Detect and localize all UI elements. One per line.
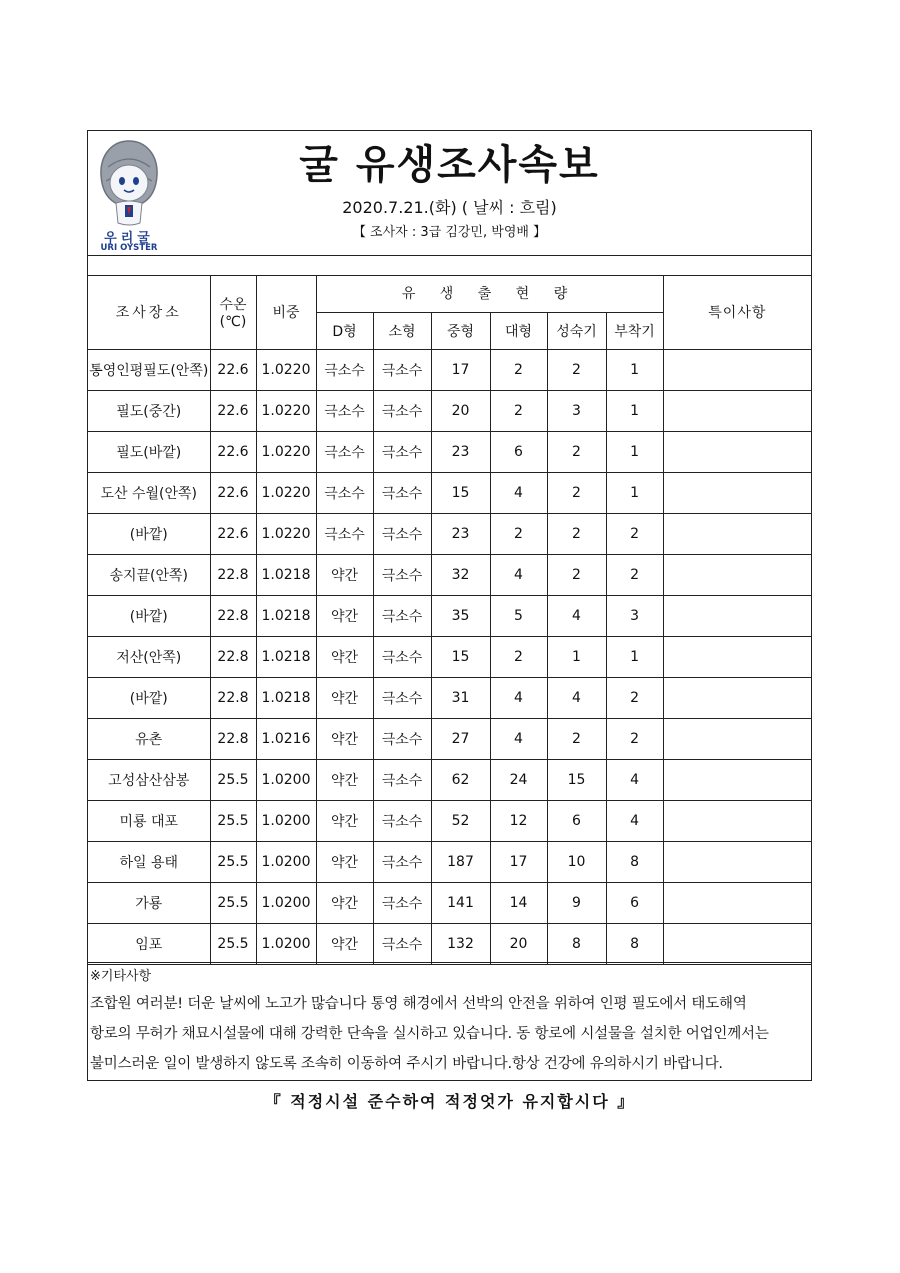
header-water-temp	[210, 275, 256, 349]
location-cell: 미룡 대포	[88, 800, 210, 841]
d-type-cell: 약간	[316, 554, 373, 595]
remarks-cell	[663, 554, 811, 595]
mature-cell: 2	[547, 554, 606, 595]
header-d-type: D형	[316, 312, 373, 349]
mature-cell: 4	[547, 677, 606, 718]
salinity-cell: 1.0218	[256, 554, 316, 595]
header-salinity: 비중	[256, 275, 316, 349]
salinity-cell: 1.0220	[256, 349, 316, 390]
location-cell: 임포	[88, 923, 210, 964]
location-cell: 저산(안쪽)	[88, 636, 210, 677]
medium-cell: 23	[431, 513, 490, 554]
remarks-cell	[663, 390, 811, 431]
table-row	[88, 431, 811, 472]
small-cell: 극소수	[373, 349, 431, 390]
table-row	[88, 595, 811, 636]
d-type-cell: 극소수	[316, 349, 373, 390]
water-temp-cell: 22.6	[210, 513, 256, 554]
large-cell: 5	[490, 595, 547, 636]
other-notes	[88, 962, 811, 1081]
water-temp-cell: 22.8	[210, 636, 256, 677]
water-temp-cell: 22.8	[210, 595, 256, 636]
table-row	[88, 349, 811, 390]
small-cell: 극소수	[373, 431, 431, 472]
attach-cell: 1	[606, 636, 663, 677]
salinity-cell: 1.0220	[256, 390, 316, 431]
large-cell: 4	[490, 677, 547, 718]
d-type-cell: 약간	[316, 800, 373, 841]
table-row	[88, 759, 811, 800]
location-cell: 가룡	[88, 882, 210, 923]
remarks-cell	[663, 349, 811, 390]
attach-cell: 2	[606, 513, 663, 554]
footer-slogan: 『 적정시설 준수하여 적정엇가 유지합시다 』	[264, 1092, 636, 1111]
d-type-cell: 약간	[316, 677, 373, 718]
medium-cell: 20	[431, 390, 490, 431]
remarks-cell	[663, 472, 811, 513]
medium-cell: 187	[431, 841, 490, 882]
medium-cell: 132	[431, 923, 490, 964]
table-row	[88, 472, 811, 513]
salinity-cell: 1.0216	[256, 718, 316, 759]
header-larvae-group: 유 생 출 현 량	[316, 275, 663, 312]
mature-cell: 8	[547, 923, 606, 964]
surveyor-line: 【 조사자 : 3급 김강민, 박영배 】	[352, 225, 547, 240]
salinity-cell: 1.0220	[256, 513, 316, 554]
bulletin-header	[88, 131, 811, 256]
remarks-cell	[663, 718, 811, 759]
header-small: 소형	[373, 312, 431, 349]
notes-heading: ※기타사항	[90, 969, 152, 984]
location-cell: 송지끝(안쪽)	[88, 554, 210, 595]
large-cell: 6	[490, 431, 547, 472]
medium-cell: 32	[431, 554, 490, 595]
location-cell: (바깥)	[88, 513, 210, 554]
small-cell: 극소수	[373, 923, 431, 964]
d-type-cell: 극소수	[316, 431, 373, 472]
salinity-cell: 1.0200	[256, 882, 316, 923]
attach-cell: 2	[606, 718, 663, 759]
salinity-cell: 1.0200	[256, 841, 316, 882]
mature-cell: 15	[547, 759, 606, 800]
attach-cell: 1	[606, 349, 663, 390]
water-temp-cell: 25.5	[210, 882, 256, 923]
water-temp-cell: 25.5	[210, 759, 256, 800]
location-cell: 필도(바깥)	[88, 431, 210, 472]
header-location: 조사장소	[88, 275, 210, 349]
medium-cell: 15	[431, 472, 490, 513]
logo-korean-name: 우리굴	[104, 231, 154, 246]
mature-cell: 2	[547, 718, 606, 759]
d-type-cell: 약간	[316, 882, 373, 923]
attach-cell: 6	[606, 882, 663, 923]
location-cell: 고성삼산삼봉	[88, 759, 210, 800]
mature-cell: 2	[547, 472, 606, 513]
small-cell: 극소수	[373, 513, 431, 554]
water-temp-cell: 22.8	[210, 554, 256, 595]
d-type-cell: 약간	[316, 759, 373, 800]
mature-cell: 1	[547, 636, 606, 677]
water-temp-cell: 22.6	[210, 431, 256, 472]
d-type-cell: 극소수	[316, 472, 373, 513]
salinity-cell: 1.0218	[256, 595, 316, 636]
water-temp-cell: 25.5	[210, 841, 256, 882]
mature-cell: 6	[547, 800, 606, 841]
small-cell: 극소수	[373, 554, 431, 595]
d-type-cell: 약간	[316, 923, 373, 964]
small-cell: 극소수	[373, 636, 431, 677]
table-row	[88, 800, 811, 841]
notes-line: 불미스러운 일이 발생하지 않도록 조속히 이동하여 주시기 바랍니다.항상 건강에 유의하시기 바랍니다.	[90, 1056, 723, 1072]
medium-cell: 35	[431, 595, 490, 636]
salinity-cell: 1.0218	[256, 677, 316, 718]
mature-cell: 3	[547, 390, 606, 431]
notes-body	[90, 989, 810, 1079]
remarks-cell	[663, 882, 811, 923]
attach-cell: 1	[606, 472, 663, 513]
medium-cell: 17	[431, 349, 490, 390]
small-cell: 극소수	[373, 882, 431, 923]
header-medium: 중형	[431, 312, 490, 349]
remarks-cell	[663, 513, 811, 554]
table-row	[88, 554, 811, 595]
large-cell: 2	[490, 390, 547, 431]
location-cell: 하일 용태	[88, 841, 210, 882]
large-cell: 4	[490, 472, 547, 513]
d-type-cell: 약간	[316, 636, 373, 677]
mature-cell: 2	[547, 513, 606, 554]
water-temp-cell: 22.6	[210, 349, 256, 390]
location-cell: 통영인평필도(안쪽)	[88, 349, 210, 390]
attach-cell: 2	[606, 554, 663, 595]
water-temp-cell: 25.5	[210, 923, 256, 964]
location-cell: 유촌	[88, 718, 210, 759]
header-temp-unit: (℃)	[219, 313, 247, 330]
header-spacer	[88, 255, 811, 276]
table-row	[88, 882, 811, 923]
mature-cell: 4	[547, 595, 606, 636]
salinity-cell: 1.0200	[256, 759, 316, 800]
salinity-cell: 1.0200	[256, 800, 316, 841]
remarks-cell	[663, 431, 811, 472]
remarks-cell	[663, 759, 811, 800]
mature-cell: 10	[547, 841, 606, 882]
small-cell: 극소수	[373, 759, 431, 800]
medium-cell: 52	[431, 800, 490, 841]
medium-cell: 141	[431, 882, 490, 923]
d-type-cell: 약간	[316, 718, 373, 759]
attach-cell: 8	[606, 923, 663, 964]
remarks-cell	[663, 636, 811, 677]
attach-cell: 4	[606, 759, 663, 800]
remarks-cell	[663, 923, 811, 964]
attach-cell: 1	[606, 431, 663, 472]
mature-cell: 2	[547, 349, 606, 390]
d-type-cell: 약간	[316, 841, 373, 882]
small-cell: 극소수	[373, 677, 431, 718]
remarks-cell	[663, 800, 811, 841]
attach-cell: 4	[606, 800, 663, 841]
table-row	[88, 636, 811, 677]
small-cell: 극소수	[373, 800, 431, 841]
survey-date: 2020.7.21.(화) ( 날씨 : 흐림)	[342, 198, 557, 217]
water-temp-cell: 22.8	[210, 718, 256, 759]
location-cell: 필도(중간)	[88, 390, 210, 431]
bulletin-frame	[87, 130, 812, 1081]
medium-cell: 31	[431, 677, 490, 718]
header-large: 대형	[490, 312, 547, 349]
water-temp-cell: 22.6	[210, 390, 256, 431]
notes-line: 조합원 여러분! 더운 날씨에 노고가 많습니다 통영 해경에서 선박의 안전을 위하여 인평 필도에서 태도해역	[90, 996, 747, 1012]
small-cell: 극소수	[373, 472, 431, 513]
salinity-cell: 1.0220	[256, 472, 316, 513]
large-cell: 12	[490, 800, 547, 841]
table-row	[88, 390, 811, 431]
small-cell: 극소수	[373, 718, 431, 759]
large-cell: 2	[490, 513, 547, 554]
d-type-cell: 극소수	[316, 513, 373, 554]
table-row	[88, 718, 811, 759]
attach-cell: 8	[606, 841, 663, 882]
location-cell: 도산 수월(안쪽)	[88, 472, 210, 513]
notes-line: 항로의 무허가 채묘시설물에 대해 강력한 단속을 실시하고 있습니다. 동 항로에 시설물을 설치한 어업인께서는	[90, 1026, 769, 1042]
d-type-cell: 극소수	[316, 390, 373, 431]
header-attach: 부착기	[606, 312, 663, 349]
medium-cell: 23	[431, 431, 490, 472]
water-temp-cell: 25.5	[210, 800, 256, 841]
mature-cell: 9	[547, 882, 606, 923]
table-row	[88, 841, 811, 882]
remarks-cell	[663, 595, 811, 636]
attach-cell: 2	[606, 677, 663, 718]
remarks-cell	[663, 841, 811, 882]
d-type-cell: 약간	[316, 595, 373, 636]
large-cell: 20	[490, 923, 547, 964]
water-temp-cell: 22.6	[210, 472, 256, 513]
large-cell: 17	[490, 841, 547, 882]
header-temp-label: 수온	[219, 296, 247, 313]
header-mature: 성숙기	[547, 312, 606, 349]
salinity-cell: 1.0200	[256, 923, 316, 964]
table-row	[88, 923, 811, 964]
attach-cell: 3	[606, 595, 663, 636]
table-row	[88, 677, 811, 718]
large-cell: 14	[490, 882, 547, 923]
salinity-cell: 1.0218	[256, 636, 316, 677]
large-cell: 4	[490, 554, 547, 595]
location-cell: (바깥)	[88, 677, 210, 718]
large-cell: 2	[490, 349, 547, 390]
salinity-cell: 1.0220	[256, 431, 316, 472]
medium-cell: 62	[431, 759, 490, 800]
small-cell: 극소수	[373, 390, 431, 431]
header-remarks: 특이사항	[663, 275, 811, 349]
bulletin-title: 굴 유생조사속보	[299, 142, 600, 188]
remarks-cell	[663, 677, 811, 718]
small-cell: 극소수	[373, 841, 431, 882]
table-row	[88, 513, 811, 554]
logo-english-name: URI OYSTER	[100, 243, 158, 253]
small-cell: 극소수	[373, 595, 431, 636]
water-temp-cell: 22.8	[210, 677, 256, 718]
large-cell: 24	[490, 759, 547, 800]
location-cell: (바깥)	[88, 595, 210, 636]
large-cell: 2	[490, 636, 547, 677]
attach-cell: 1	[606, 390, 663, 431]
medium-cell: 15	[431, 636, 490, 677]
large-cell: 4	[490, 718, 547, 759]
larvae-survey-table	[88, 275, 811, 965]
medium-cell: 27	[431, 718, 490, 759]
mature-cell: 2	[547, 431, 606, 472]
